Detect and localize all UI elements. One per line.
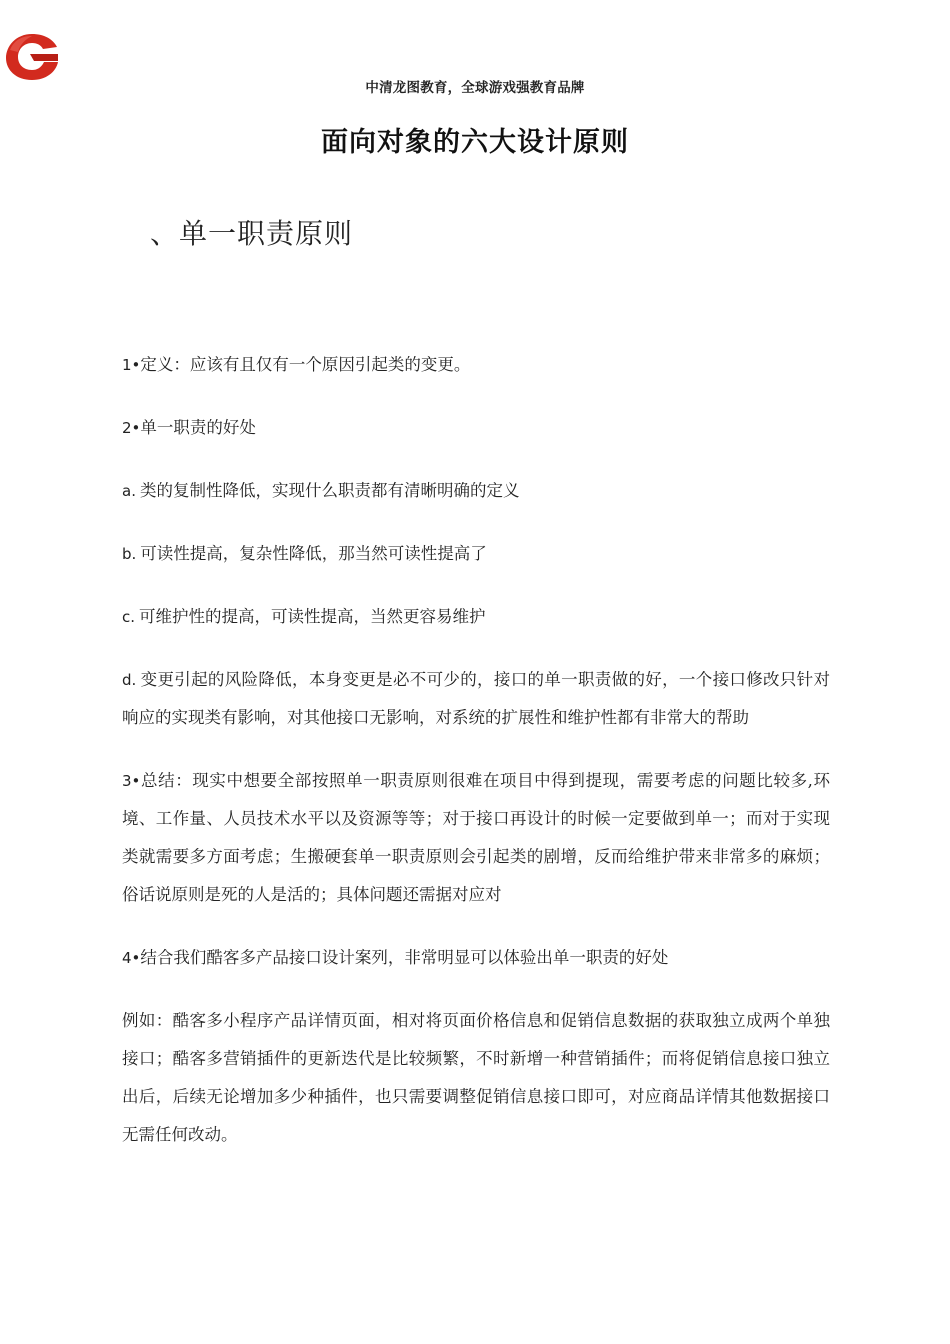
brand-logo-icon (4, 30, 60, 82)
document-title: 面向对象的六大设计原则 (321, 127, 629, 158)
paragraph-label: 4• (122, 949, 141, 967)
paragraph-label: 2• (122, 419, 141, 437)
paragraph-benefit-d (122, 661, 830, 737)
paragraph-benefit-b (122, 535, 830, 573)
paragraph-benefit-c (122, 598, 830, 636)
paragraph-example (122, 1002, 830, 1154)
section-heading: 、单一职责原则 (150, 217, 354, 250)
paragraph-benefits-heading (122, 409, 830, 447)
paragraph-label: b. (122, 545, 137, 563)
document-body (122, 346, 830, 1154)
paragraph-label: d. (122, 671, 137, 689)
paragraph-text: 单一职责的好处 (140, 418, 256, 437)
paragraph-label: c. (122, 608, 136, 626)
paragraph-text: 结合我们酷客多产品接口设计案列，非常明显可以体验出单一职责的好处 (140, 948, 669, 967)
paragraph-label: 3• (122, 772, 141, 790)
header-slogan: 中清龙图教育，全球游戏强教育品牌 (365, 80, 585, 96)
paragraph-label: a. (122, 482, 136, 500)
paragraph-text: 例如：酷客多小程序产品详情页面，相对将页面价格信息和促销信息数据的获取独立成两个单独接口；酷客多营销插件的更新迭代是比较频繁，不时新增一种营销插件；而将促销信息接口独立出后，后续无论增加多少种插件，也只需要调整促销信息接口即可，对应商品详情其他数据接口无需任何改动。 (122, 1011, 830, 1144)
paragraph-summary (122, 762, 830, 914)
red-circular-g-logo-icon (4, 30, 60, 82)
paragraph-text: 定义：应该有且仅有一个原因引起类的变更。 (140, 355, 471, 374)
paragraph-text: 总结：现实中想要全部按照单一职责原则很难在项目中得到提现，需要考虑的问题比较多,环境、工作量、人员技术水平以及资源等等；对于接口再设计的时候一定要做到单一；而对于实现类就需要多方面考虑；生搬硬套单一职责原则会引起类的剧增，反而给维护带来非常多的麻烦；俗话说原则是死的人是活的；具体问题还需据对应对 (122, 771, 830, 904)
paragraph-case-intro (122, 939, 830, 977)
paragraph-text: 变更引起的风险降低，本身变更是必不可少的，接口的单一职责做的好，一个接口修改只针对响应的实现类有影响，对其他接口无影响，对系统的扩展性和维护性都有非常大的帮助 (122, 670, 830, 727)
paragraph-definition (122, 346, 830, 384)
paragraph-label: 1• (122, 356, 141, 374)
paragraph-text: 类的复制性降低，实现什么职责都有清晰明确的定义 (139, 481, 520, 500)
paragraph-text: 可读性提高，复杂性降低，那当然可读性提高了 (140, 544, 487, 563)
paragraph-benefit-a (122, 472, 830, 510)
paragraph-text: 可维护性的提高，可读性提高，当然更容易维护 (139, 607, 486, 626)
